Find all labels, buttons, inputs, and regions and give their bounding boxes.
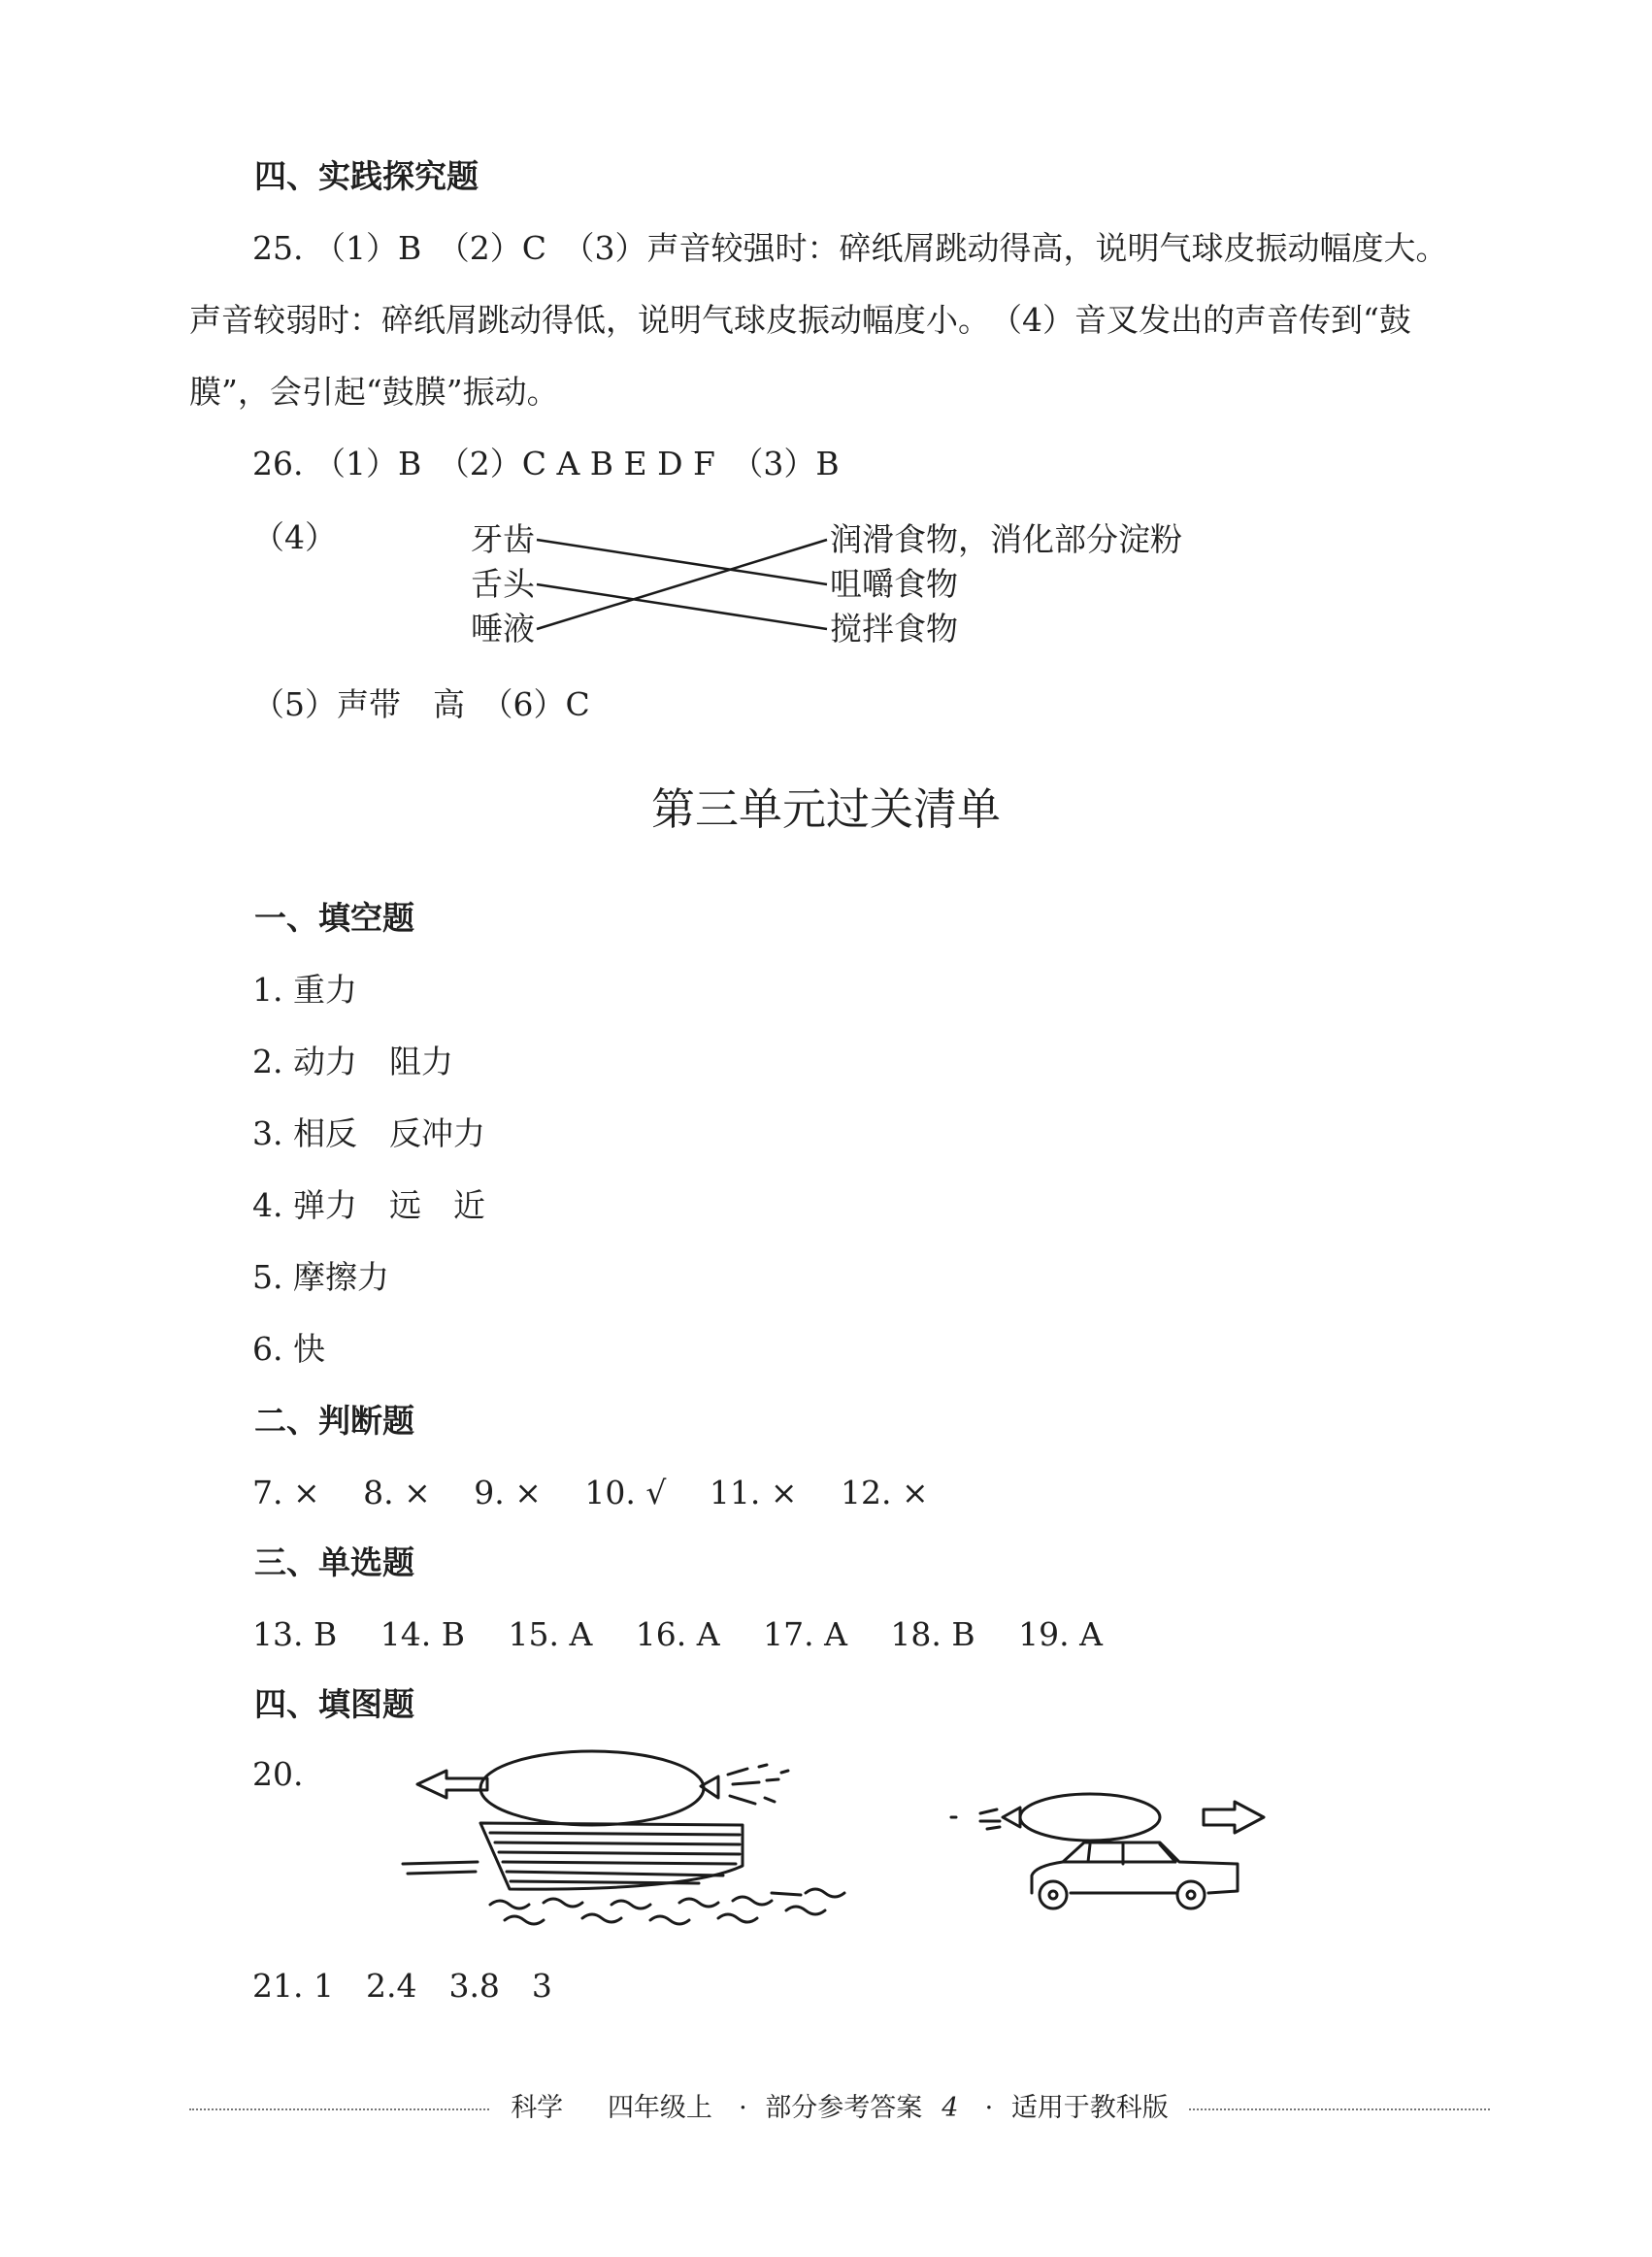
match-right-1: 咀嚼食物: [830, 565, 958, 603]
q26-sub4-label: （4）: [252, 518, 337, 556]
judgment-heading: 二、判断题: [254, 1402, 414, 1440]
choice-answer: 18. B: [890, 1615, 975, 1653]
q25-line-3: 膜”，会引起“鼓膜”振动。: [189, 373, 559, 411]
fill-item-1: 1. 重力: [252, 971, 357, 1009]
single-choice-answers: [252, 1615, 1103, 1654]
footer-page-number: 4: [932, 2093, 968, 2123]
footer-edition: 适用于教科版: [1002, 2093, 1178, 2123]
fill-item-4: 4. 弹力 远 近: [252, 1186, 485, 1224]
q20-label: 20.: [252, 1755, 304, 1793]
fill-item-5: 5. 摩擦力: [252, 1258, 389, 1296]
judgment-answers: [252, 1474, 929, 1512]
q25-line-2: 声音较弱时：碎纸屑跳动得低，说明气球皮振动幅度小。 （4）音叉发出的声音传到“鼓: [189, 301, 1411, 339]
q26-line-last: （5）声带 高 （6）C: [252, 685, 590, 723]
fill-item-2: 2. 动力 阻力: [252, 1043, 453, 1080]
match-right-0: 润滑食物，消化部分淀粉: [830, 520, 1182, 558]
judgment-answer: 8. ×: [363, 1474, 431, 1511]
match-left-2: 唾液: [471, 610, 535, 647]
boat-balloon-illustration: [398, 1747, 893, 1932]
q26-line-1: 26. （1）B （2）C A B E D F （3）B: [252, 445, 840, 482]
judgment-answer: 11. ×: [709, 1474, 798, 1511]
footer-grade: 四年级上: [598, 2093, 722, 2123]
fill-item-6: 6. 快: [252, 1330, 325, 1368]
footer-subject: 科学: [501, 2093, 573, 2123]
q25-line-1: 25. （1）B （2）C （3）声音较强时：碎纸屑跳动得高，说明气球皮振动幅度大。: [252, 229, 1448, 267]
matching-line: [537, 540, 827, 629]
judgment-answer: 10. √: [584, 1474, 667, 1511]
match-left-0: 牙齿: [471, 520, 535, 558]
footer-booklet: 部分参考答案: [755, 2093, 932, 2123]
matching-lines: [0, 0, 1652, 777]
choice-answer: 13. B: [252, 1615, 338, 1653]
car-balloon-illustration: [946, 1767, 1281, 1951]
q21-answer: 21. 1 2.4 3.8 3: [252, 1967, 552, 2005]
choice-answer: 19. A: [1018, 1615, 1103, 1653]
judgment-answer: 7. ×: [252, 1474, 320, 1511]
match-left-1: 舌头: [471, 565, 535, 603]
choice-answer: 14. B: [380, 1615, 465, 1653]
fill-blank-heading: 一、填空题: [254, 899, 414, 937]
fill-item-3: 3. 相反 反冲力: [252, 1114, 485, 1152]
single-choice-heading: 三、单选题: [254, 1543, 414, 1581]
choice-answer: 15. A: [508, 1615, 593, 1653]
judgment-answer: 12. ×: [841, 1474, 929, 1511]
judgment-answer: 9. ×: [474, 1474, 542, 1511]
match-right-2: 搅拌食物: [830, 610, 958, 647]
matching-line: [537, 584, 827, 629]
choice-answer: 17. A: [763, 1615, 847, 1653]
choice-answer: 16. A: [635, 1615, 720, 1653]
figure-heading: 四、填图题: [254, 1685, 414, 1723]
matching-line: [537, 540, 827, 584]
practice-heading: 四、实践探究题: [254, 157, 479, 195]
unit-title: 第三单元过关清单: [650, 783, 1001, 835]
page-footer: 科学 四年级上 · 部分参考答案 4 · 适用于教科版: [189, 2089, 1490, 2128]
